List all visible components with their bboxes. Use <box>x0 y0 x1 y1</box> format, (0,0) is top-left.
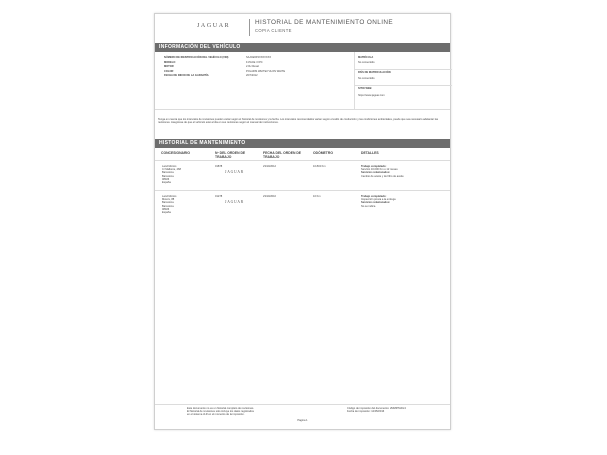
footer-print-info: Código de impresión del documento: 2MMRTHDL3 Fecha de impresión: 12/05/2016 <box>347 407 406 414</box>
service-note: Tenga en cuenta que los intervalos de revisiones pueden variar según el historial de revisiones y la fecha. Los intervalos recomendados varían según el estilo de conducción y las condiciones ambientales, puede que sea necesario adelantar las revisiones. Asegúrese de que el vehículo esté al día en sus revisiones según el manual de instrucciones. <box>158 118 439 125</box>
document-title: HISTORIAL DE MANTENIMIENTO ONLINE <box>255 19 394 26</box>
document-page <box>154 13 451 430</box>
vehicle-column-divider <box>354 52 355 109</box>
vehicle-row-label: NÚMERO DE IDENTIFICACIÓN DEL VEHÍCULO (VIN) <box>164 56 229 59</box>
vehicle-row-value: 2.0L Diesel <box>246 65 259 68</box>
odometer: 10.834 Km <box>313 165 326 168</box>
col-dealer: CONCESIONARIO <box>161 151 191 155</box>
order-number: 01878 <box>215 165 223 168</box>
jaguar-logo: JAGUAR <box>225 200 244 204</box>
table-header-divider <box>155 160 450 161</box>
right-divider <box>354 69 452 70</box>
country-value: No consentido <box>358 77 375 80</box>
document-subtitle: COPIA CLIENTE <box>255 28 292 33</box>
plate-value: No consentido <box>358 61 375 64</box>
right-divider <box>354 85 452 86</box>
footer-disclaimer: Este documento no es un historial completo de revisiones. El historial de revisiones solo incluye los datos registrados en el sistema JLR en el momento de la impresión. <box>187 407 255 417</box>
vehicle-section-title: INFORMACIÓN DEL VEHÍCULO <box>155 43 450 52</box>
website-value[interactable]: https://www.jaguar.com <box>358 94 385 97</box>
dealer-address: Land Motors Motors, 88 Barcelona Barcelona 08026 España <box>162 195 177 215</box>
details: Trabajo completado: Servicio 16.000 Km o 12 meses Servicios relacionados: Cambio de aceite y de filtro de aceite <box>361 165 404 178</box>
vehicle-row-value: POLARIS WHITE/YULON WHITE <box>246 69 286 73</box>
col-order-date: FECHA DEL ORDEN DE TRABAJO <box>263 151 302 159</box>
header-divider <box>249 19 250 36</box>
odometer: 10 Km <box>313 195 321 198</box>
order-date: 23/10/2010 <box>263 195 276 198</box>
maintenance-section-title: HISTORIAL DE MANTENIMIENTO <box>155 139 450 148</box>
vehicle-row-value: 20/7/2012 <box>246 74 258 77</box>
vehicle-row-label: COLOR <box>164 69 174 73</box>
plate-label: MATRÍCULA <box>358 56 374 59</box>
row-divider <box>155 190 450 191</box>
document-header <box>155 14 450 40</box>
col-details: DETALLES <box>361 151 379 155</box>
col-odometer: ODÓMETRO <box>313 151 333 155</box>
col-order-no: Nº DEL ORDEN DE TRABAJO <box>215 151 246 159</box>
footer-divider <box>155 404 450 405</box>
vehicle-row-value: SAJCE6P4XXXXXXX <box>246 56 272 59</box>
vehicle-bottom-divider <box>155 109 450 110</box>
page-number: Página 1 <box>297 419 308 422</box>
vehicle-row-label: MOTOR <box>164 65 174 68</box>
jaguar-logo: JAGUAR <box>197 23 231 29</box>
vehicle-row-value: F-PACE / FPC <box>246 60 263 64</box>
country-label: PAÍS DE MATRICULACIÓN <box>358 71 391 74</box>
dealer-address: Land Motors C/ Mallorca, 468 Barcelona Barcelona 08026 España <box>162 165 181 185</box>
order-number: 01278 <box>215 195 223 198</box>
vehicle-info-table <box>155 52 450 109</box>
jaguar-logo: JAGUAR <box>225 170 244 174</box>
order-date: 23/10/2012 <box>263 165 276 168</box>
website-label: SITIO WEB <box>358 87 372 90</box>
details: Trabajo completado: Inspección previa a la entrega Servicios relacionados: No se indica <box>361 195 396 208</box>
vehicle-row-label: MODELO <box>164 60 176 64</box>
vehicle-row-label: FECHA DE INICIO DE LA GARANTÍA <box>164 74 209 77</box>
